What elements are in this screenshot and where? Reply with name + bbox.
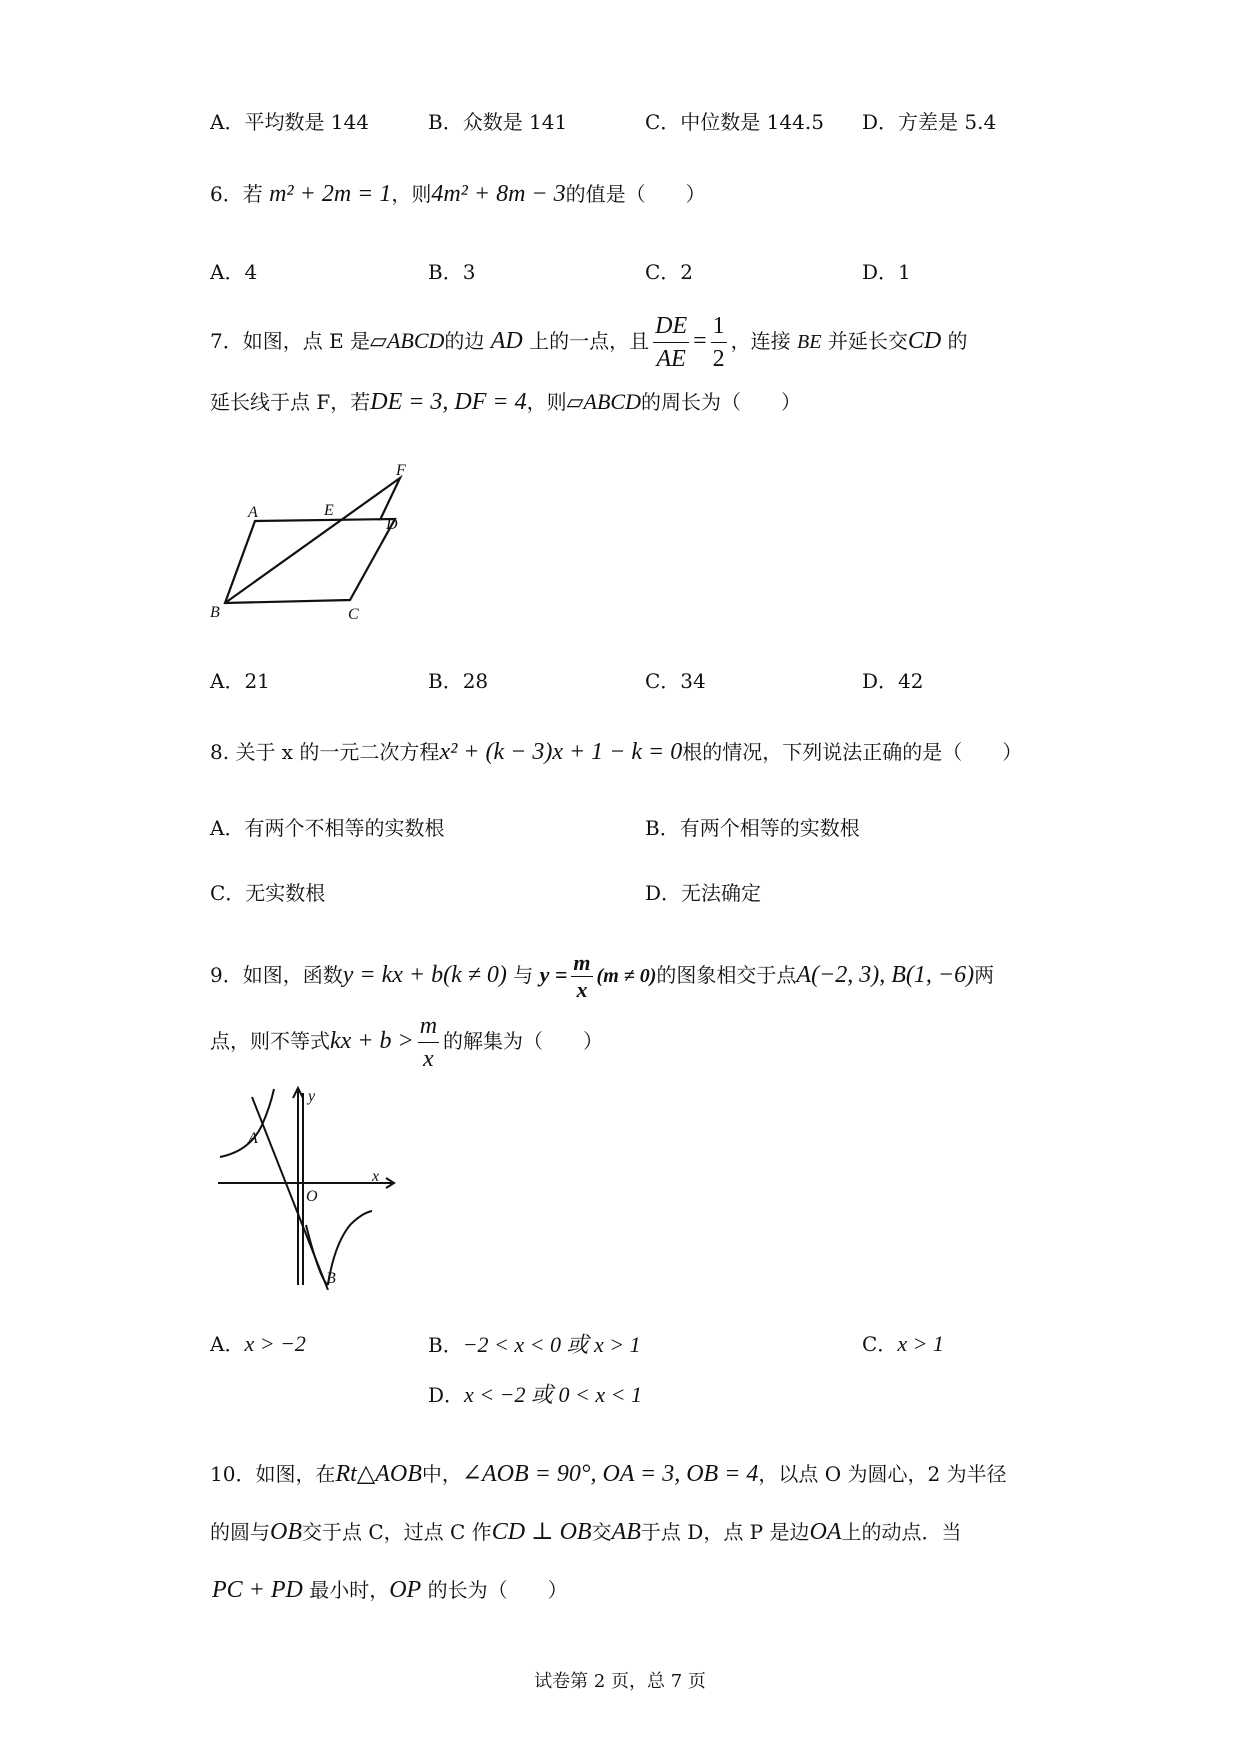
q10-text: 的圆与 [210,1520,270,1544]
q9-reciprocal-lhs: y = [539,962,568,987]
q10-text: 中， [421,1462,462,1486]
q10-ab: AB [611,1519,641,1545]
q9-option-b: B．−2 < x < 0 或 x > 1 [428,1332,641,1357]
label-f: F [396,462,406,479]
q5-option-b: B．众数是 141 [428,110,568,134]
q6-expr2: 4m² + 8m − 3 [431,181,566,207]
q9-stem-line2 [210,1010,603,1075]
q7-text: 7．如图，点 E 是 [210,329,371,353]
q7-stem-line1 [210,310,968,375]
label-e: E [324,502,334,519]
q10-text: ，以点 O 为圆心，2 为半径 [758,1462,1007,1486]
q10-ob: OB [270,1519,302,1545]
q5-option-c: C．中位数是 144.5 [645,110,824,134]
q10-stem-line3 [212,1574,568,1604]
label-a: A [248,504,258,521]
q6-mid: ，则 [391,182,432,206]
q6-option-d: D．1 [862,260,911,284]
q8-option-a: A．有两个不相等的实数根 [210,816,445,840]
q9-inequality: kx + b > [330,1028,414,1054]
q10-perpendicular: CD ⊥ OB [491,1519,592,1545]
q10-sum: PC + PD [212,1577,303,1603]
q9-option-d: D．x < −2 或 0 < x < 1 [428,1382,642,1407]
q6-option-b: B．3 [428,260,476,284]
q7-text: 的 [947,329,968,353]
q10-stem-line2 [210,1516,962,1546]
label-x: x [372,1168,380,1185]
q7-stem-line2 [210,386,801,416]
q7-text: 的边 [444,329,485,353]
q5-option-a: A．平均数是 144 [210,110,369,134]
q7-parallelogram-figure [210,455,420,625]
q6-number: 6．若 [210,182,263,206]
q9-reciprocal-condition: (m ≠ 0) [596,965,657,987]
q7-option-d: D．42 [862,669,924,693]
q10-condition: ∠AOB = 90°, OA = 3, OB = 4 [461,1461,759,1487]
q6-option-c: C．2 [645,260,694,284]
q7-option-b: B．28 [428,669,489,693]
q7-be: BE [797,331,822,353]
page-footer: 试卷第 2 页，总 7 页 [534,1671,706,1692]
q7-cd: CD [907,328,942,354]
q7-text: ，连接 [730,329,791,353]
q7-parallelogram: ▱ABCD [566,389,641,414]
q7-text: 的周长为（ ） [640,390,801,414]
q7-fraction-de-ae: $\frac{DE}{AE}$ [653,310,689,375]
q8-text: 8. 关于 x 的一元二次方程 [210,740,440,764]
q10-text: 10．如图，在 [210,1462,336,1486]
q7-fraction-half: $\frac{1}{2}$ [711,310,727,375]
q6-stem [210,178,706,208]
label-a: A [248,1130,258,1147]
q7-condition: DE = 3, DF = 4 [370,389,527,415]
label-y: y [308,1088,316,1105]
q9-option-c: C．x > 1 [862,1331,944,1356]
q10-text: 上的动点．当 [841,1520,962,1544]
q9-text: 与 [513,963,534,987]
q10-oa: OA [809,1519,842,1545]
label-b: B [326,1270,336,1287]
q7-text: 并延长交 [827,329,908,353]
q7-text: ，则 [526,390,567,414]
label-c: C [348,606,359,623]
q7-text: 延长线于点 F，若 [210,390,371,414]
q9-function-graph [210,1085,400,1290]
q10-text: 最小时， [309,1578,390,1602]
q10-text: 交 [591,1520,612,1544]
q10-triangle: Rt△AOB [335,1461,422,1487]
q10-op: OP [389,1577,422,1603]
q8-stem [210,736,1022,766]
q9-text: 的图象相交于点 [656,963,797,987]
q10-text: 交于点 C，过点 C 作 [302,1520,492,1544]
q10-text: 的长为（ ） [427,1578,568,1602]
q6-option-a: A．4 [210,260,258,284]
q9-option-a: A．x > −2 [210,1331,306,1356]
q8-option-c: C．无实数根 [210,881,326,905]
q8-equation: x² + (k − 3)x + 1 − k = 0 [439,739,683,765]
q10-text: 于点 D，点 P 是边 [640,1520,810,1544]
q5-option-d: D．方差是 5.4 [862,110,997,134]
q9-text: 点，则不等式 [210,1029,330,1053]
q9-fraction-m-x: $\frac{m}{x}$ [573,950,591,1002]
label-d: D [386,516,398,533]
q8-option-d: D．无法确定 [645,881,762,905]
q10-stem-line1 [210,1458,1007,1488]
q8-option-b: B．有两个相等的实数根 [645,816,860,840]
q7-ad: AD [490,328,523,354]
q7-option-a: A．21 [210,669,270,693]
q9-text: 9．如图，函数 [210,963,343,987]
q9-text: 的解集为（ ） [443,1029,604,1053]
q9-points: A(−2, 3), B(1, −6) [796,962,975,988]
q6-tail: 的值是（ ） [565,182,706,206]
q9-linear-function: y = kx + b(k ≠ 0) [342,962,507,988]
q7-parallelogram: ▱ABCD [370,328,445,353]
label-b: B [210,604,220,621]
q8-text: 根的情况，下列说法正确的是（ ） [682,740,1023,764]
q9-fraction-m-x: $\frac{m}{x}$ [418,1010,439,1075]
q6-expr1: m² + 2m = 1 [269,181,392,207]
q7-equals: = [693,328,707,354]
q9-stem-line1 [210,950,994,1003]
q7-option-c: C．34 [645,669,706,693]
q7-text: 上的一点，且 [529,329,650,353]
label-o: O [306,1188,318,1205]
q9-text: 两 [974,963,995,987]
